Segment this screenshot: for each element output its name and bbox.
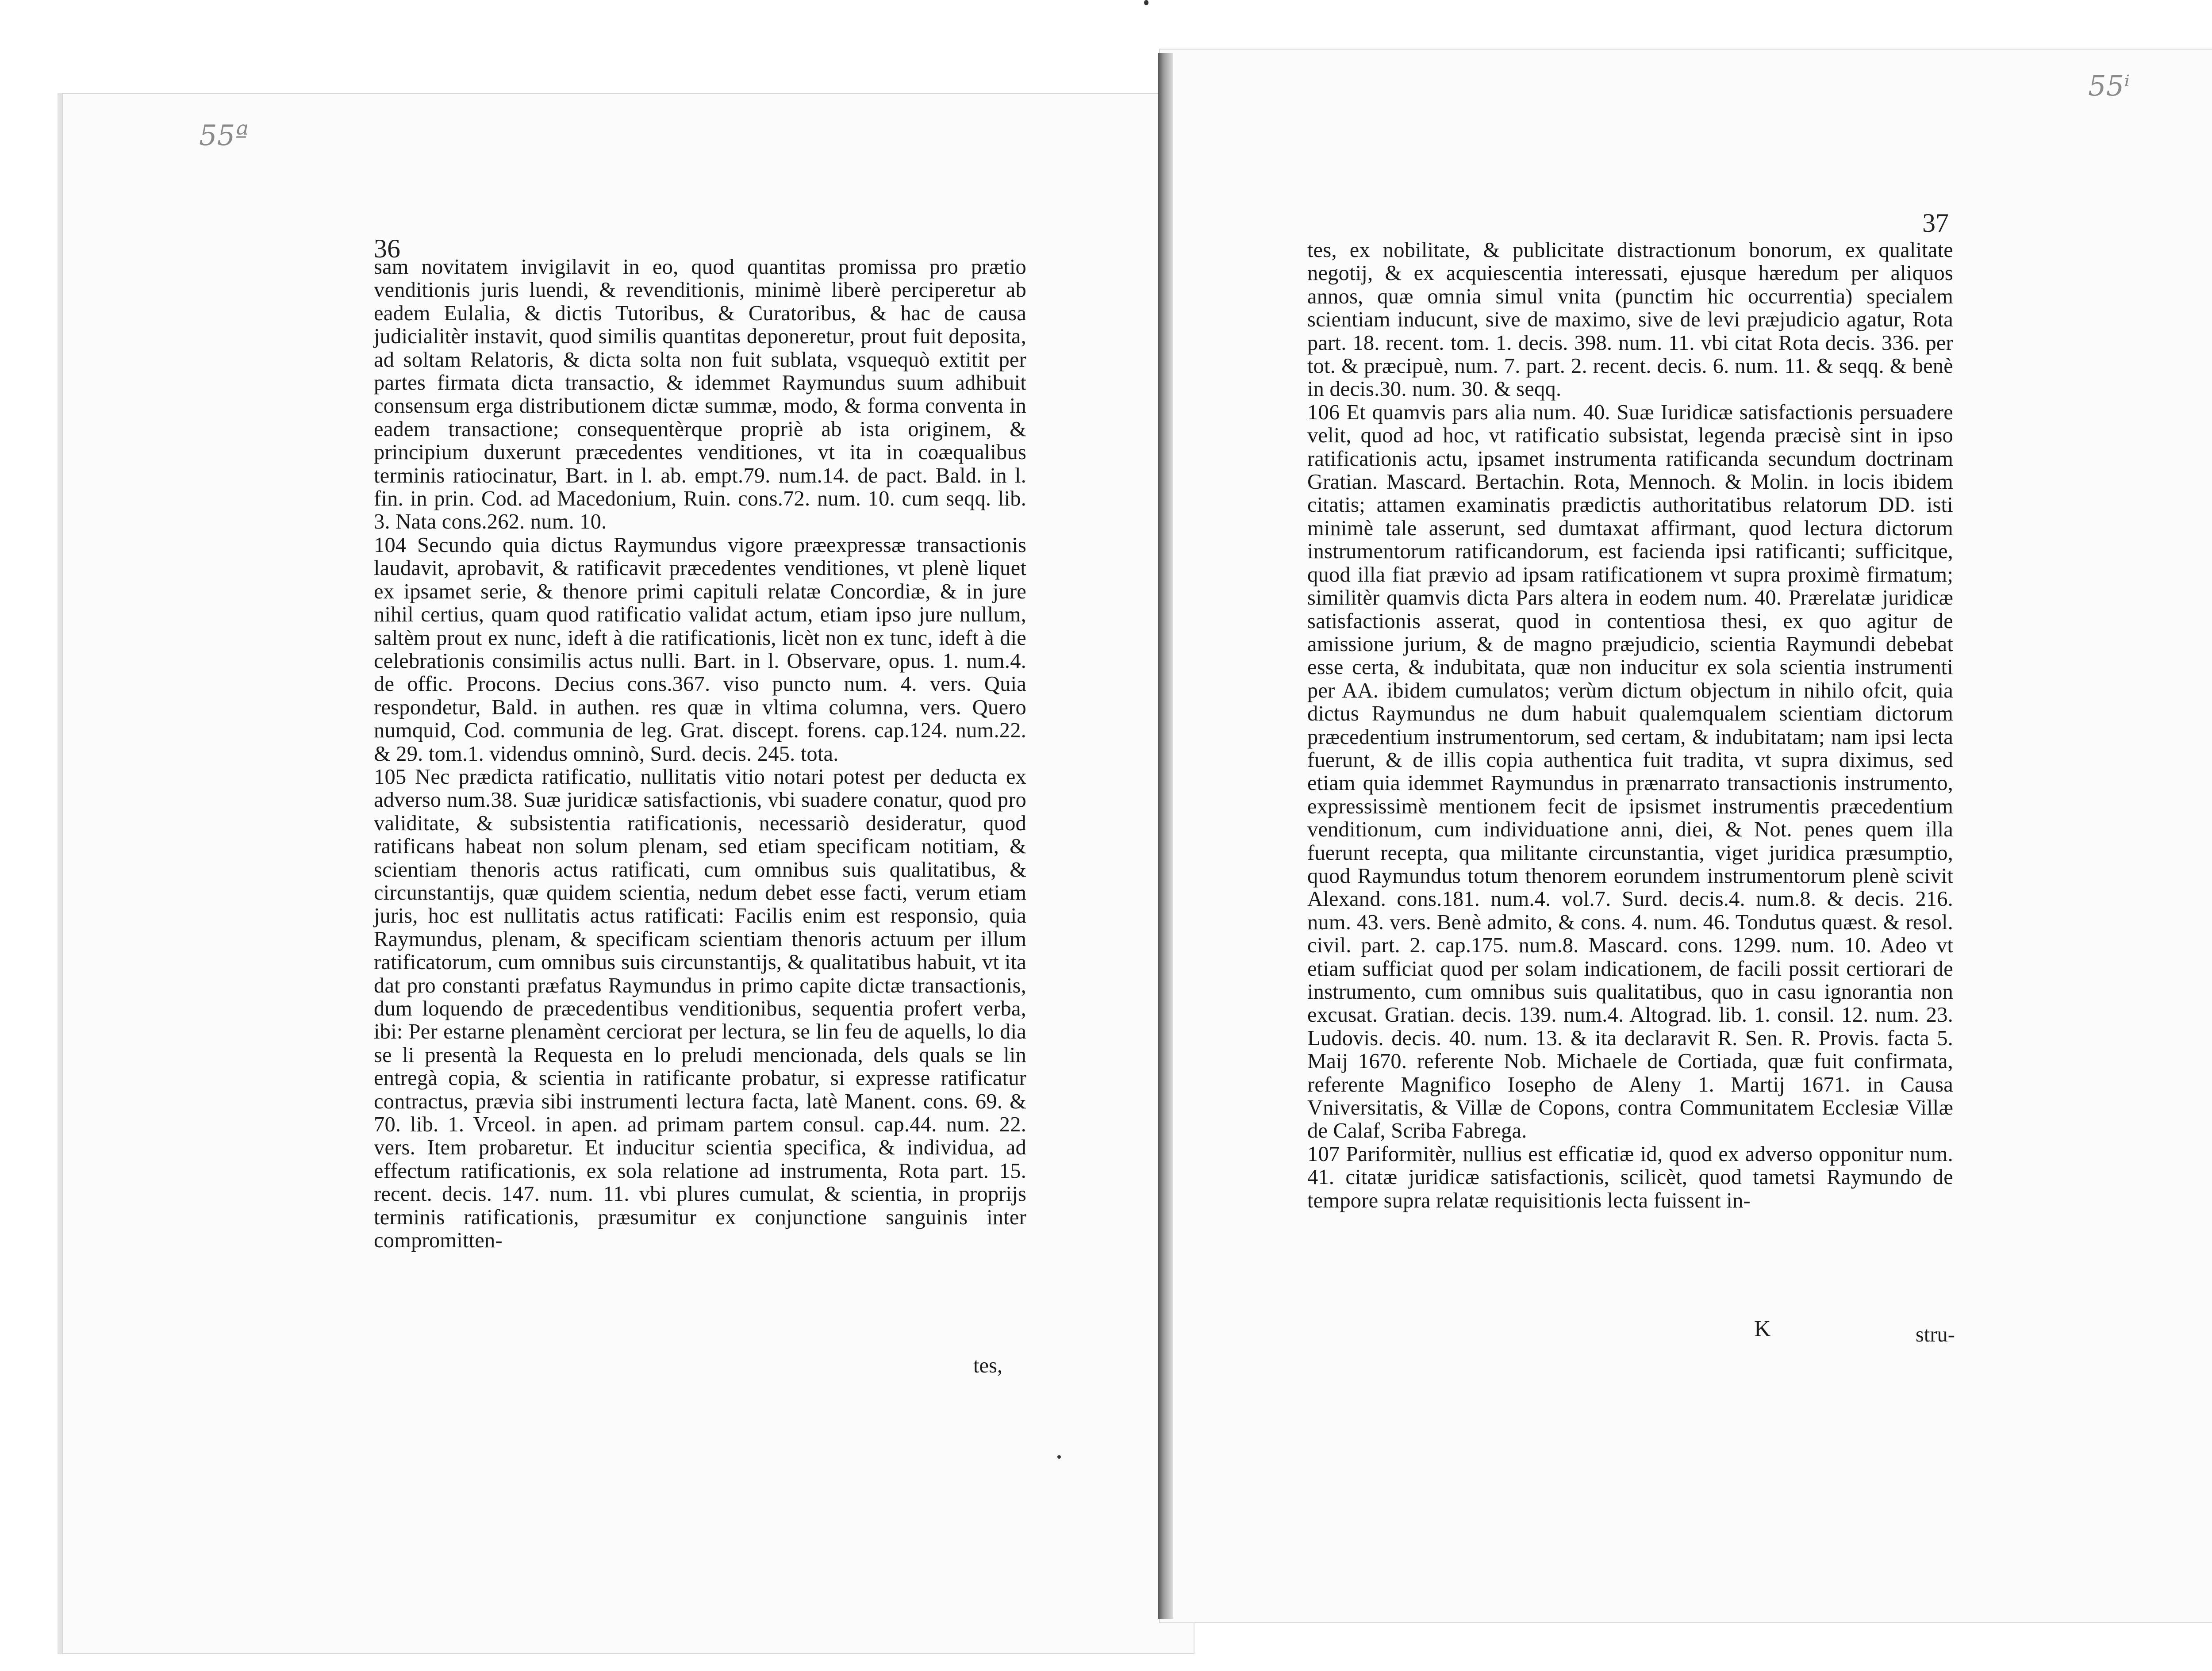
ink-speck [1144, 0, 1148, 5]
paragraph-105-continued: tes, ex nobilitate, & publicitate distractionum bonorum, ex qualitate negotij, & ex acquiescentia interessati, ejusque hæredum per aliquos annos, quæ omnia simul vnita (punctim hic occurrentia) specialem scientiam inducunt, sive de maximo, sive de levi præjudicio agatur, Rota part. 18. recent. tom. 1. decis. 398. num. 11. vbi citat Rota decis. 336. per tot. & præcipuè, num. 7. part. 2. recent. decis. 6. num. 11. & seqq. & benè in decis.30. num. 30. & seqq. [1307, 238, 1953, 401]
right-folio-handwritten: 55ⁱ [2088, 70, 2130, 103]
paragraph-105: 105 Nec prædicta ratificatio, nullitatis vitio notari potest per deducta ex adverso num.38. Suæ juridicæ satisfactionis, vbi suadere conatur, quod pro validitate, & subsistentia ratificationis, necessariò desideratur, quod ratificans habeat non solum plenam, sed etiam specificam notitiam, & scientiam thenoris actus ratificati, cum omnibus suis qualitatibus, & circunstantijs, quæ quidem scientia, nedum debet esse facti, verum etiam juris, hoc est nullitatis actus ratificati: Facilis enim est responsio, quia Raymundus, plenam, & specificam scientiam thenoris actuum per illum ratificatorum, cum omnibus suis circunstantijs, & qualitatibus habuit, vt ita dat pro constanti præfatus Raymundus in primo capite dictæ transactionis, dum loquendo de præcedentibus venditionibus, sequentia profert verba, ibi: Per estarne plenamènt cerciorat per lectura, se lin feu de aquells, lo dia se li presentà la Requesta en lo preludi mencionada, dels quals se lin entregà copia, & scientia in ratificante probatur, si expresse ratificatur contractus, prævia sibi instrumenti lectura facta, latè Manent. cons. 69. & 70. lib. 1. Vrceol. in apen. ad primam partem consul. cap.44. num. 22. vers. Item probaretur. Et inducitur scientia specifica, & individua, ad effectum ratificationis, ex sola relatione ad instrumenta, Rota part. 15. recent. decis. 147. num. 11. vbi plures cumulat, & scientia, in proprijs terminis ratificationis, præsumitur ex conjunctione sanguinis inter compromitten- [374, 765, 1026, 1253]
paragraph-104: 104 Secundo quia dictus Raymundus vigore præexpressæ transactionis laudavit, aprobavit, & ratificavit præcedentes venditiones, vt plenè liquet ex ipsamet serie, & thenore primi capituli relatæ Concordiæ, & in jure nihil certius, quam quod ratificatio validat actum, etiam ipso jure nullum, saltèm prout ex nunc, ideft à die ratificationis, licèt non ex tunc, ideft à die celebrationis consimilis actus nulli. Bart. in l. Observare, opus. 1. num.4. de offic. Procons. Decius cons.367. viso puncto num. 4. vers. Quia respondetur, Bald. in authen. res quæ in vltima columna, vers. Quero numquid, Cod. communia de leg. Grat. discept. forens. cap.124. num.22. & 29. tom.1. videndus omninò, Surd. decis. 245. tota. [374, 533, 1026, 766]
ink-speck [1057, 1455, 1061, 1459]
right-page-number: 37 [1922, 208, 1949, 238]
signature-mark: K [1754, 1316, 1771, 1341]
left-page-number: 36 [374, 234, 400, 263]
book-gutter [1158, 53, 1173, 1619]
left-text-column [374, 256, 1026, 1252]
right-text-column [1307, 239, 1953, 1212]
paragraph-107: 107 Pariformitèr, nullius est efficatiæ id, quod ex adverso opponitur num. 41. citatæ juridicæ satisfactionis, scilicèt, quod tametsi Raymundo de tempore supra relatæ requisitionis lecta fuissent in- [1307, 1142, 1953, 1212]
left-catchword: tes, [973, 1354, 1003, 1377]
right-catchword: stru- [1916, 1323, 1955, 1346]
paragraph-106: 106 Et quamvis pars alia num. 40. Suæ Iuridicæ satisfactionis persuadere velit, quod ad hoc, vt ratificatio subsistat, legenda præcisè sint in ipso ratificationis actu, ipsamet instrumenta ratificanda secundum doctrinam Gratian. Mascard. Bertachin. Rota, Mennoch. & Molin. in locis ibidem citatis; attamen examinatis prædictis authoritatibus relatorum DD. isti minimè tale asserunt, sed dumtaxat affirmant, quod lectura dictorum instrumentorum ratificandorum, est facienda ipsi ratificanti; sufficitque, quod illa fiat prævio ad ipsam ratificationem vt supra proximè firmatum; similitèr quamvis dicta Pars altera in eodem num. 40. Prærelatæ juridicæ satisfactionis asserat, quod in contentiosa thesi, ex quo agitur de amissione jurium, & de magno præjudicio, scientia Raymundi debebat esse certa, & indubitata, quæ non inducitur ex sola scientia instrumenti per AA. ibidem cumulatos; verùm dictum objectum in nihilo ofcit, quia dictus Raymundus ne dum habuit qualemqualem scientiam dictorum præcedentium instrumentorum, sed certam, & indubitatam; nam ipsi lecta fuerunt, & de illis copia authentica fuit tradita, vt supra diximus, sed etiam quia idemmet Raymundus in prænarrato transactionis instrumento, expressissimè mentionem fecit de ipsismet instrumentis præcedentium venditionum, cum individuatione anni, diei, & Not. penes quem illa fuerunt recepta, qua militante circunstantia, viget juridica præsumptio, quod Raymundus totum thenorem eorundem instrumentorum plenè scivit Alexand. cons.181. num.4. vol.7. Surd. decis.4. num.8. & decis. 216. num. 43. vers. Benè admito, & cons. 4. num. 46. Tondutus quæst. & resol. civil. part. 2. cap.175. num.8. Mascard. cons. 1299. num. 10. Adeo vt etiam sufficiat quod per solam indicationem, de facili possit certiorari de instrumento, cum omnibus suis qualitatibus, quo in casu ignorantia non excusat. Gratian. decis. 139. num.4. Altograd. lib. 1. consil. 12. num. 23. Ludovis. decis. 40. num. 13. & ita declaravit R. Sen. R. Provis. facta 5. Maij 1670. referente Nob. Michaele de Cortiada, quæ fuit confirmata, referente Magnifico Iosepho de Aleny 1. Martij 1671. in Causa Vniversitatis, & Villæ de Copons, contra Communitatem Ecclesiæ Villæ de Calaf, Scriba Fabrega. [1307, 400, 1953, 1143]
paragraph-103-continued: sam novitatem invigilavit in eo, quod quantitas promissa pro prætio venditionis juris luendi, & revenditionis, minimè liberè perciperetur ab eadem Eulalia, & dictis Tutoribus, & Curatoribus, & hac de causa judicialitèr instavit, quod similis quantitas deponeretur, prout fuit deposita, ad soltam Relatoris, & dicta solta non fuit sublata, vsquequò extitit per partes firmata dicta transactio, & idemmet Raymundus suum adhibuit consensum erga distributionem dictæ summæ, modo, & forma conventa in eadem transactione; consequentèrque propriè ab ista originem, & principium duxerunt præcedentes venditiones, vt ita in coæqualibus terminis ratiocinatur, Bart. in l. ab. empt.79. num.14. de pact. Bald. in l. fin. in prin. Cod. ad Macedonium, Ruin. cons.72. num. 10. cum seqq. lib. 3. Nata cons.262. num. 10. [374, 255, 1026, 534]
left-folio-handwritten: 55ª [199, 119, 249, 152]
